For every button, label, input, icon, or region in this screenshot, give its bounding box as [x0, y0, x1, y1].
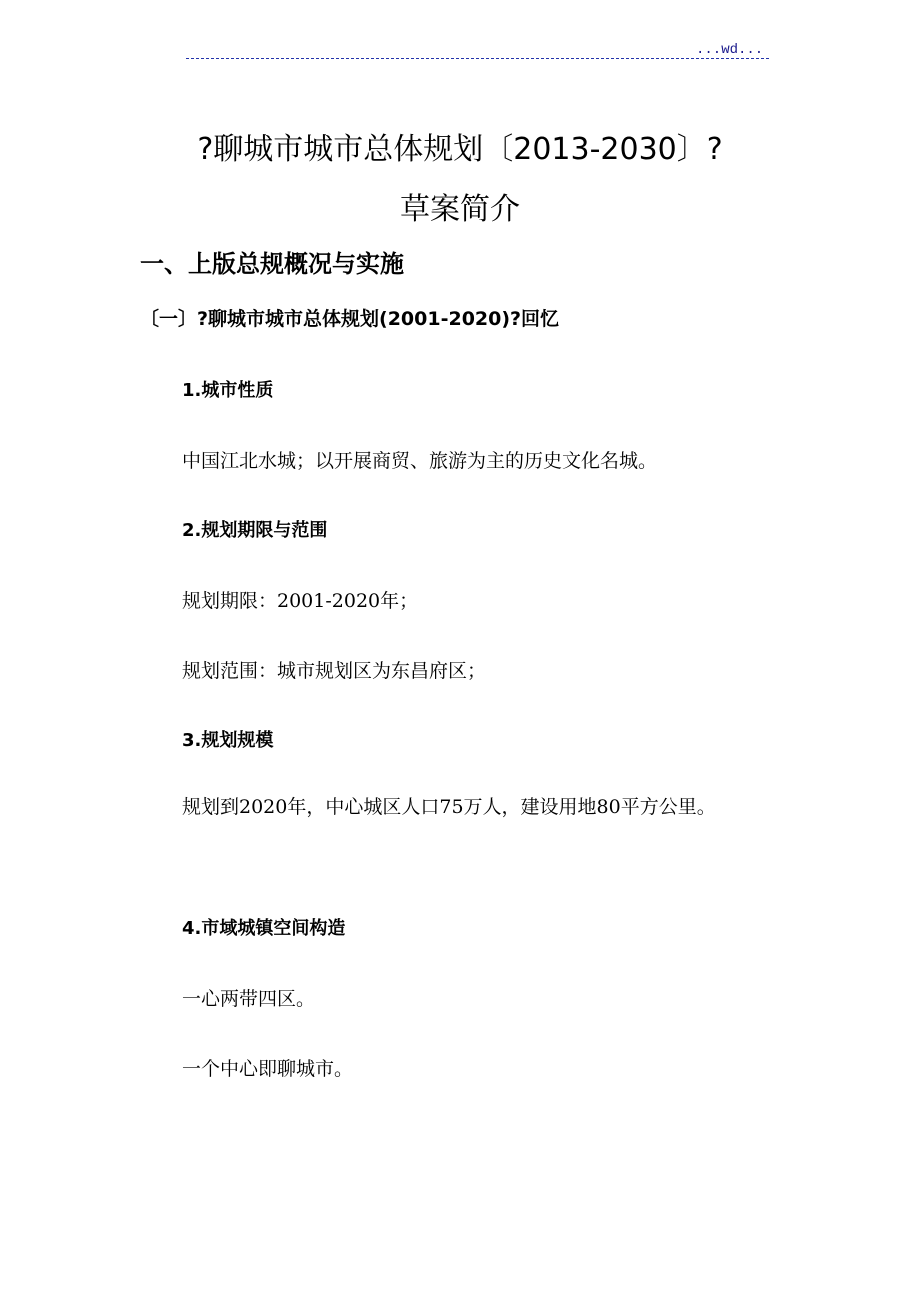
item-heading-scale: 3.规划规模 — [182, 730, 274, 751]
paragraph-structure: 一心两带四区。 — [182, 988, 316, 1010]
item-heading-nature: 1.城市性质 — [182, 380, 274, 401]
item-heading-spatial-structure: 4.市域城镇空间构造 — [182, 918, 346, 939]
section-heading: 一、上版总规概况与实施 — [140, 250, 404, 278]
document-subtitle: 草案简介 — [400, 192, 520, 227]
subsection-heading: 〔一〕?聊城市城市总体规划(2001-2020)?回忆 — [140, 308, 560, 330]
header-dashed-rule — [186, 58, 769, 59]
paragraph-period: 规划期限：2001-2020年； — [182, 590, 419, 612]
header-mark: ...wd... — [696, 42, 764, 58]
paragraph-scale: 规划到2020年，中心城区人口75万人，建设用地80平方公里。 — [182, 796, 716, 818]
paragraph-center: 一个中心即聊城市。 — [182, 1058, 354, 1080]
document-title: ?聊城市城市总体规划〔2013-2030〕? — [197, 132, 723, 167]
paragraph-scope: 规划范围：城市规划区为东昌府区； — [182, 660, 487, 682]
paragraph-nature: 中国江北水城；以开展商贸、旅游为主的历史文化名城。 — [182, 450, 658, 472]
item-heading-period-scope: 2.规划期限与范围 — [182, 520, 328, 541]
